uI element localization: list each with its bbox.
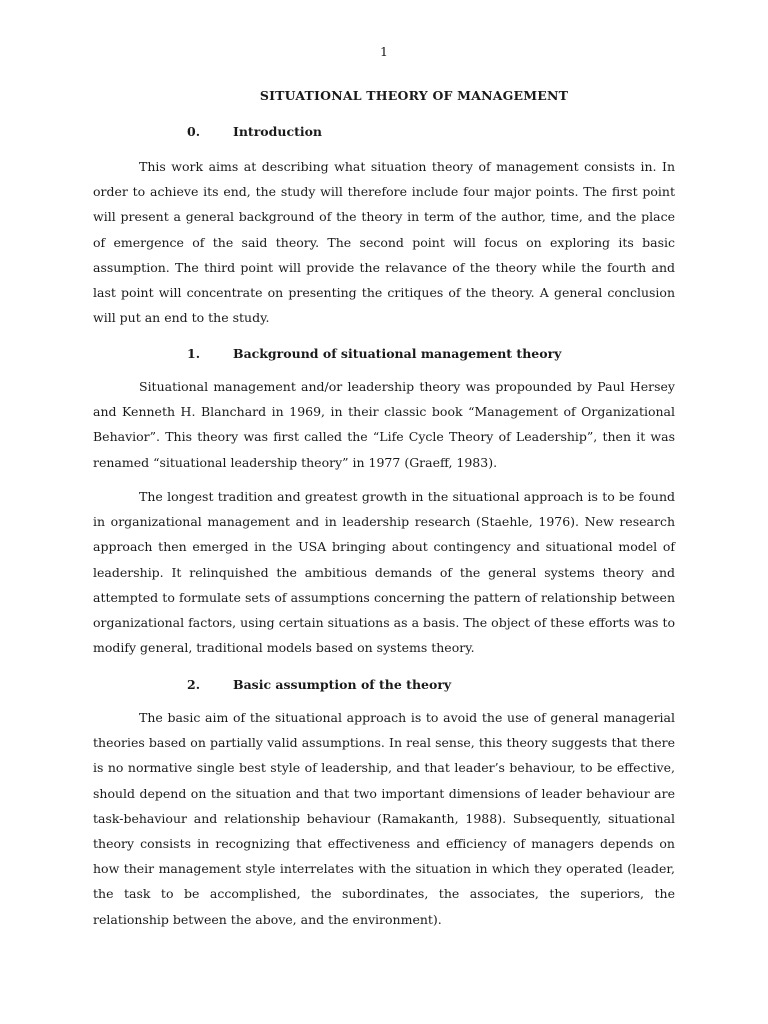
paragraph: The longest tradition and greatest growth in the situational approach is to be found in organizational management and in leadership research (Staehle, 1976). New research approach then emerged in the USA bringing about contingency and situational model of leadership. It relinquished the ambitious demands of the general systems theory and attempted to formulate sets of assumptions concerning the pattern of relationship between organizational factors, using certain situations as a basis. The object of these efforts was to modify general, traditional models based on systems theory.: [93, 489, 675, 656]
section-number: 2.: [187, 677, 201, 692]
paragraph: The basic aim of the situational approach is to avoid the use of general managerial theories based on partially valid assumptions. In real sense, this theory suggests that there is no normative single best style of leadership, and that leader’s behaviour, to be effective, should depend on the situation and that two important dimensions of leader behaviour are task-behaviour and relationship behaviour (Ramakanth, 1988). Subsequently, situational theory consists in recognizing that effectiveness and efficiency of managers depends on how their management style interrelates with the situation in which they operated (leader, the task to be accomplished, the subordinates, the associates, the superiors, the relationship between the above, and the environment).: [93, 710, 675, 927]
paragraph: Situational management and/or leadership theory was propounded by Paul Hersey and Kenneth H. Blanchard in 1969, in their classic book “Management of Organizational Behavior”. This theory was first called the “Life Cycle Theory of Leadership”, then it was renamed “situational leadership theory” in 1977 (Graeff, 1983).: [93, 379, 675, 470]
section-number: 1.: [187, 346, 201, 361]
section-body-background-p1: [93, 374, 675, 475]
page-title: SITUATIONAL THEORY OF MANAGEMENT: [259, 88, 569, 103]
section-title: Basic assumption of the theory: [233, 677, 452, 692]
section-title: Introduction: [233, 124, 323, 139]
section-body-basic-assumption: [93, 705, 675, 932]
page-number: 1: [380, 44, 388, 59]
section-body-introduction: [93, 154, 675, 330]
section-title: Background of situational management theory: [233, 346, 562, 361]
section-body-background-p2: [93, 484, 675, 660]
paragraph: This work aims at describing what situation theory of management consists in. In order to achieve its end, the study will therefore include four major points. The first point will present a general background of the theory in term of the author, time, and the place of emergence of the said theory. The second point will focus on exploring its basic assumption. The third point will provide the relavance of the theory while the fourth and last point will concentrate on presenting the critiques of the theory. A general conclusion will put an end to the study.: [93, 159, 675, 326]
section-number: 0.: [187, 124, 201, 139]
